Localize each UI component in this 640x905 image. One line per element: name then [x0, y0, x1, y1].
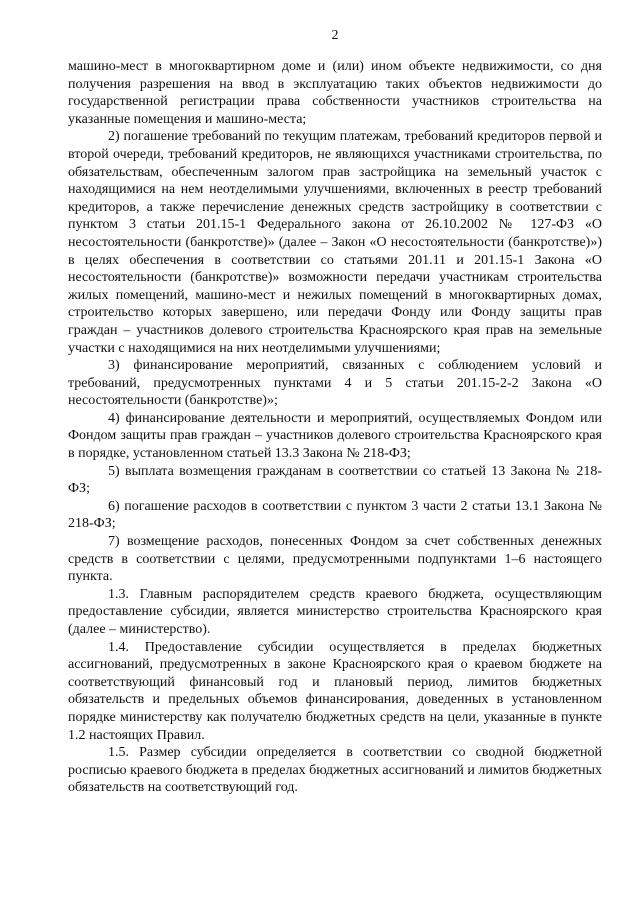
paragraph-1-3: 1.3. Главным распорядителем средств краевого бюджета, осуществляющим предоставление субсидии, является министерство строительства Красноярского края (далее – министерство). [68, 586, 602, 637]
paragraph-item-7: 7) возмещение расходов, понесенных Фондом за счет собственных денежных средств в соответствии с целями, предусмотренными подпунктами 1–6 настоящего пункта. [68, 534, 602, 585]
page-number: 2 [331, 28, 339, 43]
paragraph-continuation: машино-мест в многоквартирном доме и (или) ином объекте недвижимости, со дня получения разрешения на ввод в эксплуатацию таких объектов недвижимости до государственной регистрации права собственности участников строительства на указанные помещения и машино-места; [68, 59, 602, 127]
paragraph-1-4: 1.4. Предоставление субсидии осуществляется в пределах бюджетных ассигнований, предусмотренных в законе Красноярского края о краевом бюджете на соответствующий финансовый год и плановый период, лимитов бюджетных обязательств и предельных объемов финансирования, доведенных в установленном порядке министерству как получателю бюджетных средств на цели, указанные в пункте 1.2 настоящих Правил. [68, 639, 602, 743]
paragraph-item-2: 2) погашение требований по текущим платежам, требований кредиторов первой и второй очереди, требований кредиторов, не являющихся участниками строительства, по обязательствам, обеспеченным залогом прав застройщика на земельный участок с находящимися на нем неотделимыми улучшениями, включенных в реестр требований кредиторов, а также перечисление денежных средств застройщику в соответствии с пунктом 3 статьи 201.15-1 Федерального закона от 26.10.2002 № 127-ФЗ «О несостоятельности (банкротстве)» (далее – Закон «О несостоятельности (банкротстве)») в целях обеспечения в соответствии со статьями 201.11 и 201.15-1 Закона «О несостоятельности (банкротстве)» возможности передачи участникам строительства жилых помещений, машино-мест и нежилых помещений в многоквартирных домах, строительство которых завершено, или передачи Фонду или Фонду защиты прав граждан – участников долевого строительства Красноярского края прав на земельные участки с находящимися на них неотделимыми улучшениями; [68, 129, 602, 356]
paragraph-item-4: 4) финансирование деятельности и мероприятий, осуществляемых Фондом или Фондом защиты прав граждан – участников долевого строительства Красноярского края в порядке, установленном статьей 13.3 Закона № 218-ФЗ; [68, 410, 602, 462]
paragraph-1-5: 1.5. Размер субсидии определяется в соответствии со сводной бюджетной росписью краевого бюджета в пределах бюджетных ассигнований и лимитов бюджетных обязательств на соответствующий год. [68, 745, 602, 796]
paragraph-item-6: 6) погашение расходов в соответствии с пунктом 3 части 2 статьи 13.1 Закона № 218-ФЗ; [68, 498, 602, 532]
paragraph-item-3: 3) финансирование мероприятий, связанных с соблюдением условий и требований, предусмотренных пунктами 4 и 5 статьи 201.15-2-2 Закона «О несостоятельности (банкротстве)»; [68, 358, 602, 409]
paragraph-item-5: 5) выплата возмещения гражданам в соответствии со статьей 13 Закона № 218-ФЗ; [68, 463, 602, 497]
